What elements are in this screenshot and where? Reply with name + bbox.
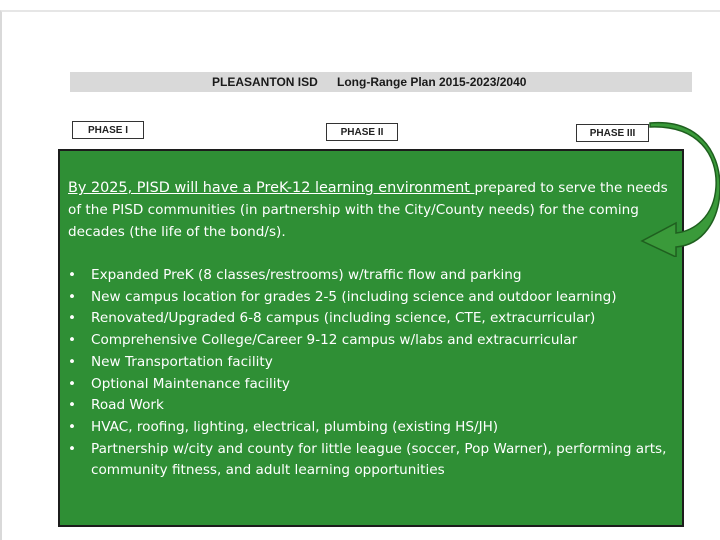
- list-item: [68, 417, 680, 439]
- plan-title: Long-Range Plan 2015-2023/2040: [337, 75, 527, 89]
- list-item: [68, 374, 680, 396]
- list-item-text: HVAC, roofing, lighting, electrical, plumbing (existing HS/JH): [91, 418, 499, 435]
- list-item: [68, 308, 680, 330]
- bullet-icon: •: [68, 397, 77, 414]
- list-item-text: Expanded PreK (8 classes/restrooms) w/traffic flow and parking: [91, 267, 522, 283]
- bullet-icon: •: [68, 332, 77, 349]
- phase-3-label: PHASE III: [576, 124, 649, 142]
- list-item-text: Partnership w/city and county for little league (soccer, Pop Warner), performing arts, community fitness, and adult learning opportunities: [91, 440, 667, 479]
- list-item: [68, 330, 680, 352]
- intro-rest-text: prepared to serve the needs of the PISD communities (in partnership with the City/County needs) for the coming decades (the life of the bond/s).: [68, 180, 668, 240]
- content-panel: [58, 149, 684, 527]
- list-item-text: New Transportation facility: [91, 353, 273, 370]
- phase-1-label: PHASE I: [72, 121, 144, 139]
- bullet-icon: •: [68, 353, 77, 370]
- phase-2-label: PHASE II: [326, 123, 398, 141]
- intro-underlined-text: By 2025, PISD will have a PreK-12 learning environment: [68, 180, 475, 196]
- goal-list: [68, 265, 680, 482]
- bullet-icon: •: [68, 418, 77, 435]
- list-item: [68, 439, 680, 482]
- bullet-icon: •: [68, 288, 77, 305]
- list-item-text: Renovated/Upgraded 6-8 campus (including science, CTE, extracurricular): [91, 310, 596, 327]
- org-name: PLEASANTON ISD: [212, 75, 318, 89]
- list-item-text: Road Work: [91, 397, 164, 414]
- bullet-icon: •: [68, 310, 77, 327]
- bullet-icon: •: [68, 267, 77, 283]
- list-item-text: Comprehensive College/Career 9-12 campus w/labs and extracurricular: [91, 332, 578, 349]
- curved-return-arrow-icon: [636, 121, 720, 257]
- list-item: [68, 395, 680, 417]
- list-item: [68, 352, 680, 374]
- list-item: [68, 265, 680, 287]
- list-item: [68, 287, 680, 309]
- intro-paragraph: [68, 177, 678, 243]
- bullet-icon: •: [68, 440, 77, 457]
- list-item-text: Optional Maintenance facility: [91, 375, 290, 392]
- bullet-icon: •: [68, 375, 77, 392]
- title-bar: [70, 72, 692, 92]
- list-item-text: New campus location for grades 2-5 (including science and outdoor learning): [91, 288, 617, 305]
